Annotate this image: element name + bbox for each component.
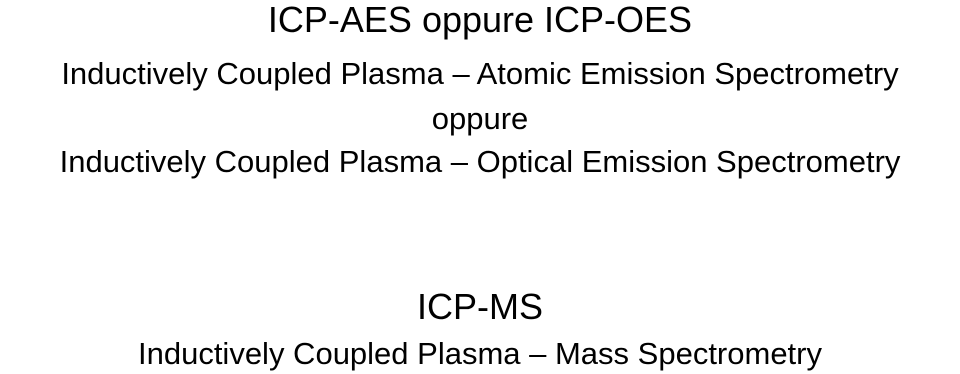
icp-aes-definition: Inductively Coupled Plasma – Atomic Emission Spectrometry <box>61 56 899 91</box>
icp-ms-heading: ICP-MS <box>417 286 543 327</box>
icp-ms-definition: Inductively Coupled Plasma – Mass Spectrometry <box>137 336 822 371</box>
oppure-connector: oppure <box>431 101 529 136</box>
icp-aes-heading: ICP-AES oppure ICP-OES <box>267 0 693 40</box>
icp-oes-definition: Inductively Coupled Plasma – Optical Emission Spectrometry <box>59 144 901 179</box>
